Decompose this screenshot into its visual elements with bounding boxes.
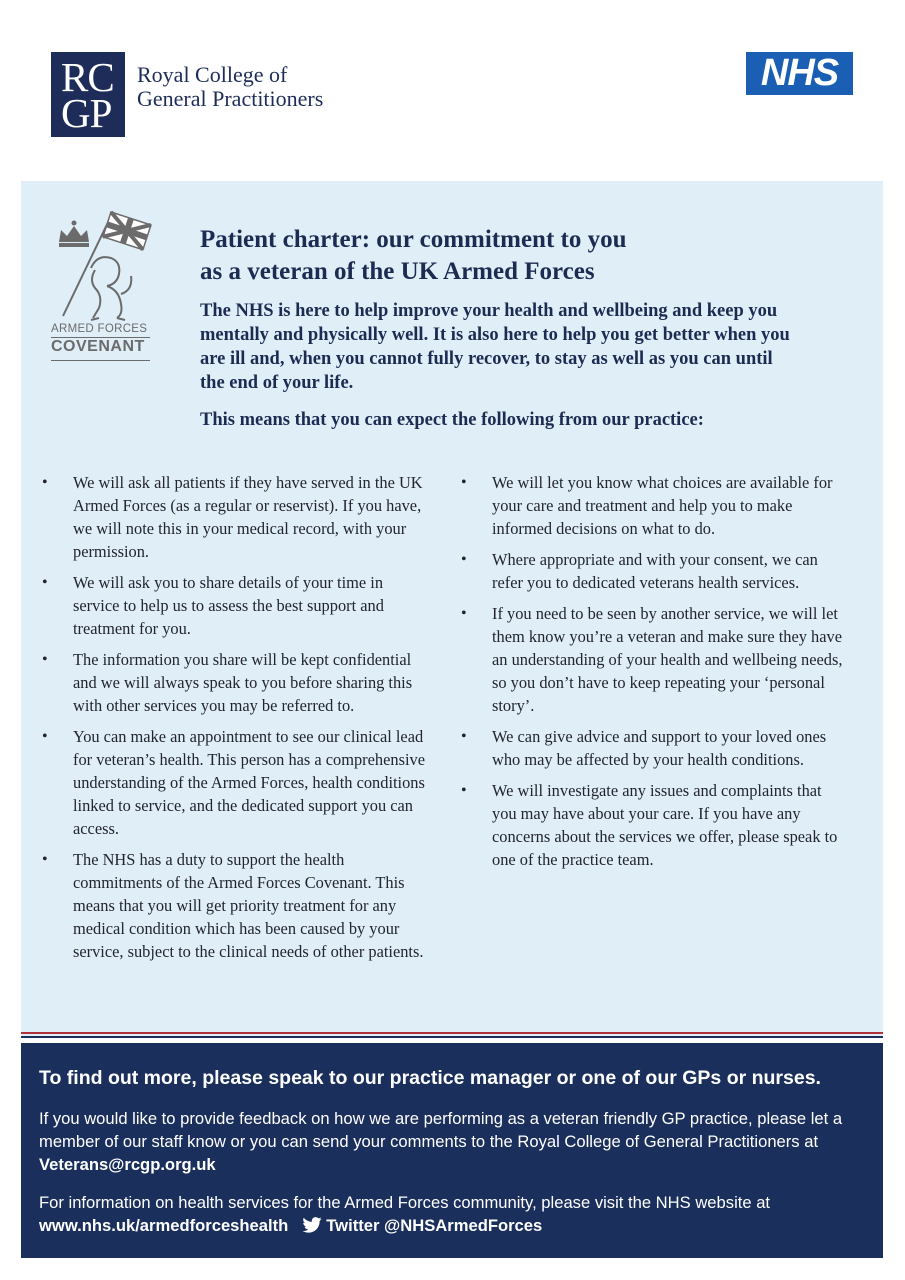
- list-item: • The information you share will be kept confidential and we will always speak to you before sharing this with other services you may be referred to.: [42, 650, 413, 715]
- divider-stripe-red: [21, 1032, 883, 1034]
- rcgp-initials-top: RC: [61, 53, 114, 100]
- title-line1: Patient charter: our commitment to you: [200, 226, 627, 253]
- twitter-icon: [302, 1217, 322, 1233]
- bullet-icon: •: [42, 651, 48, 668]
- bullet-icon: •: [461, 474, 467, 491]
- bullet-icon: •: [42, 474, 48, 491]
- bullet-icon: •: [461, 551, 467, 568]
- health-services-paragraph: For information on health services for the Armed Forces community, please visit the NHS website at www.nhs.uk/armedforceshealth Twitter @NHSArmedForces: [39, 1193, 771, 1235]
- list-item: • The NHS has a duty to support the health commitments of the Armed Forces Covenant. This means that you will get priority treatment for any medical condition which has been caused by your service, subject to the clinical needs of other patients.: [42, 850, 424, 961]
- list-item: • You can make an appointment to see our clinical lead for veteran’s health. This person has a comprehensive understanding of the Armed Forces, health conditions linked to service, and the dedicated support you can access.: [42, 727, 425, 838]
- page-title: [200, 224, 800, 288]
- footer-heading: To find out more, please speak to our practice manager or one of our GPs or nurses.: [39, 1067, 821, 1089]
- bullet-icon: •: [42, 574, 48, 591]
- rcgp-wordmark: [137, 63, 323, 111]
- list-item: • We can give advice and support to your loved ones who may be affected by your health conditions.: [461, 727, 827, 769]
- rcgp-logo: [51, 52, 125, 137]
- bullet-icon: •: [42, 851, 48, 868]
- title-line2: as a veteran of the UK Armed Forces: [200, 258, 595, 285]
- rcgp-initials-bottom: GP: [61, 89, 112, 136]
- twitter-handle-link[interactable]: Twitter @NHSArmedForces: [326, 1216, 543, 1235]
- list-item: • We will investigate any issues and complaints that you may have about your care. If you have any concerns about the services we offer, please speak to one of the practice team.: [461, 781, 838, 869]
- intro-paragraph: The NHS is here to help improve your health and wellbeing and keep you mentally and physically well. It is also here to help you get better when you are ill and, when you cannot fully recover, to stay as well as you can until the end of your life.: [200, 301, 790, 393]
- nhs-website-link[interactable]: www.nhs.uk/armedforceshealth: [39, 1216, 289, 1235]
- list-item: • If you need to be seen by another service, we will let them know you’re a veteran and make sure they have an understanding of your health and wellbeing needs, so you don’t have to keep repeating your ‘personal story’.: [461, 604, 843, 715]
- footer-panel: [21, 1043, 883, 1258]
- bullet-icon: •: [461, 605, 467, 622]
- list-item: • We will ask you to share details of your time in service to help us to assess the best support and treatment for you.: [42, 573, 384, 638]
- list-item: • Where appropriate and with your consent, we can refer you to dedicated veterans health services.: [461, 550, 818, 592]
- emblem-label-armed-forces: ARMED FORCES: [51, 323, 148, 335]
- list-item: • We will ask all patients if they have served in the UK Armed Forces (as a regular or reservist). If you have, we will note this in your medical record, with your permission.: [42, 473, 423, 561]
- rcgp-name-line2: General Practitioners: [137, 86, 324, 111]
- expect-heading: This means that you can expect the following from our practice:: [200, 410, 704, 430]
- left-commitments-list: [40, 471, 425, 971]
- bullet-icon: •: [461, 728, 467, 745]
- feedback-paragraph: If you would like to provide feedback on how we are performing as a veteran friendly GP practice, please let a member of our staff know or you can send your comments to the Royal College of General Practitioners at Veterans@rcgp.org.uk: [39, 1109, 843, 1174]
- bullet-icon: •: [461, 782, 467, 799]
- bullet-icon: •: [42, 728, 48, 745]
- divider-stripe-navy: [21, 1036, 883, 1038]
- emblem-divider-bottom: [51, 360, 150, 361]
- list-item: • We will let you know what choices are available for your care and treatment and help you to make informed decisions on what to do.: [461, 473, 833, 538]
- right-commitments-list: [459, 471, 849, 879]
- nhs-logo: NHS: [746, 52, 853, 95]
- emblem-label-covenant: COVENANT: [51, 338, 145, 355]
- feedback-email-link[interactable]: Veterans@rcgp.org.uk: [39, 1155, 216, 1174]
- rcgp-name-line1: Royal College of: [137, 62, 288, 87]
